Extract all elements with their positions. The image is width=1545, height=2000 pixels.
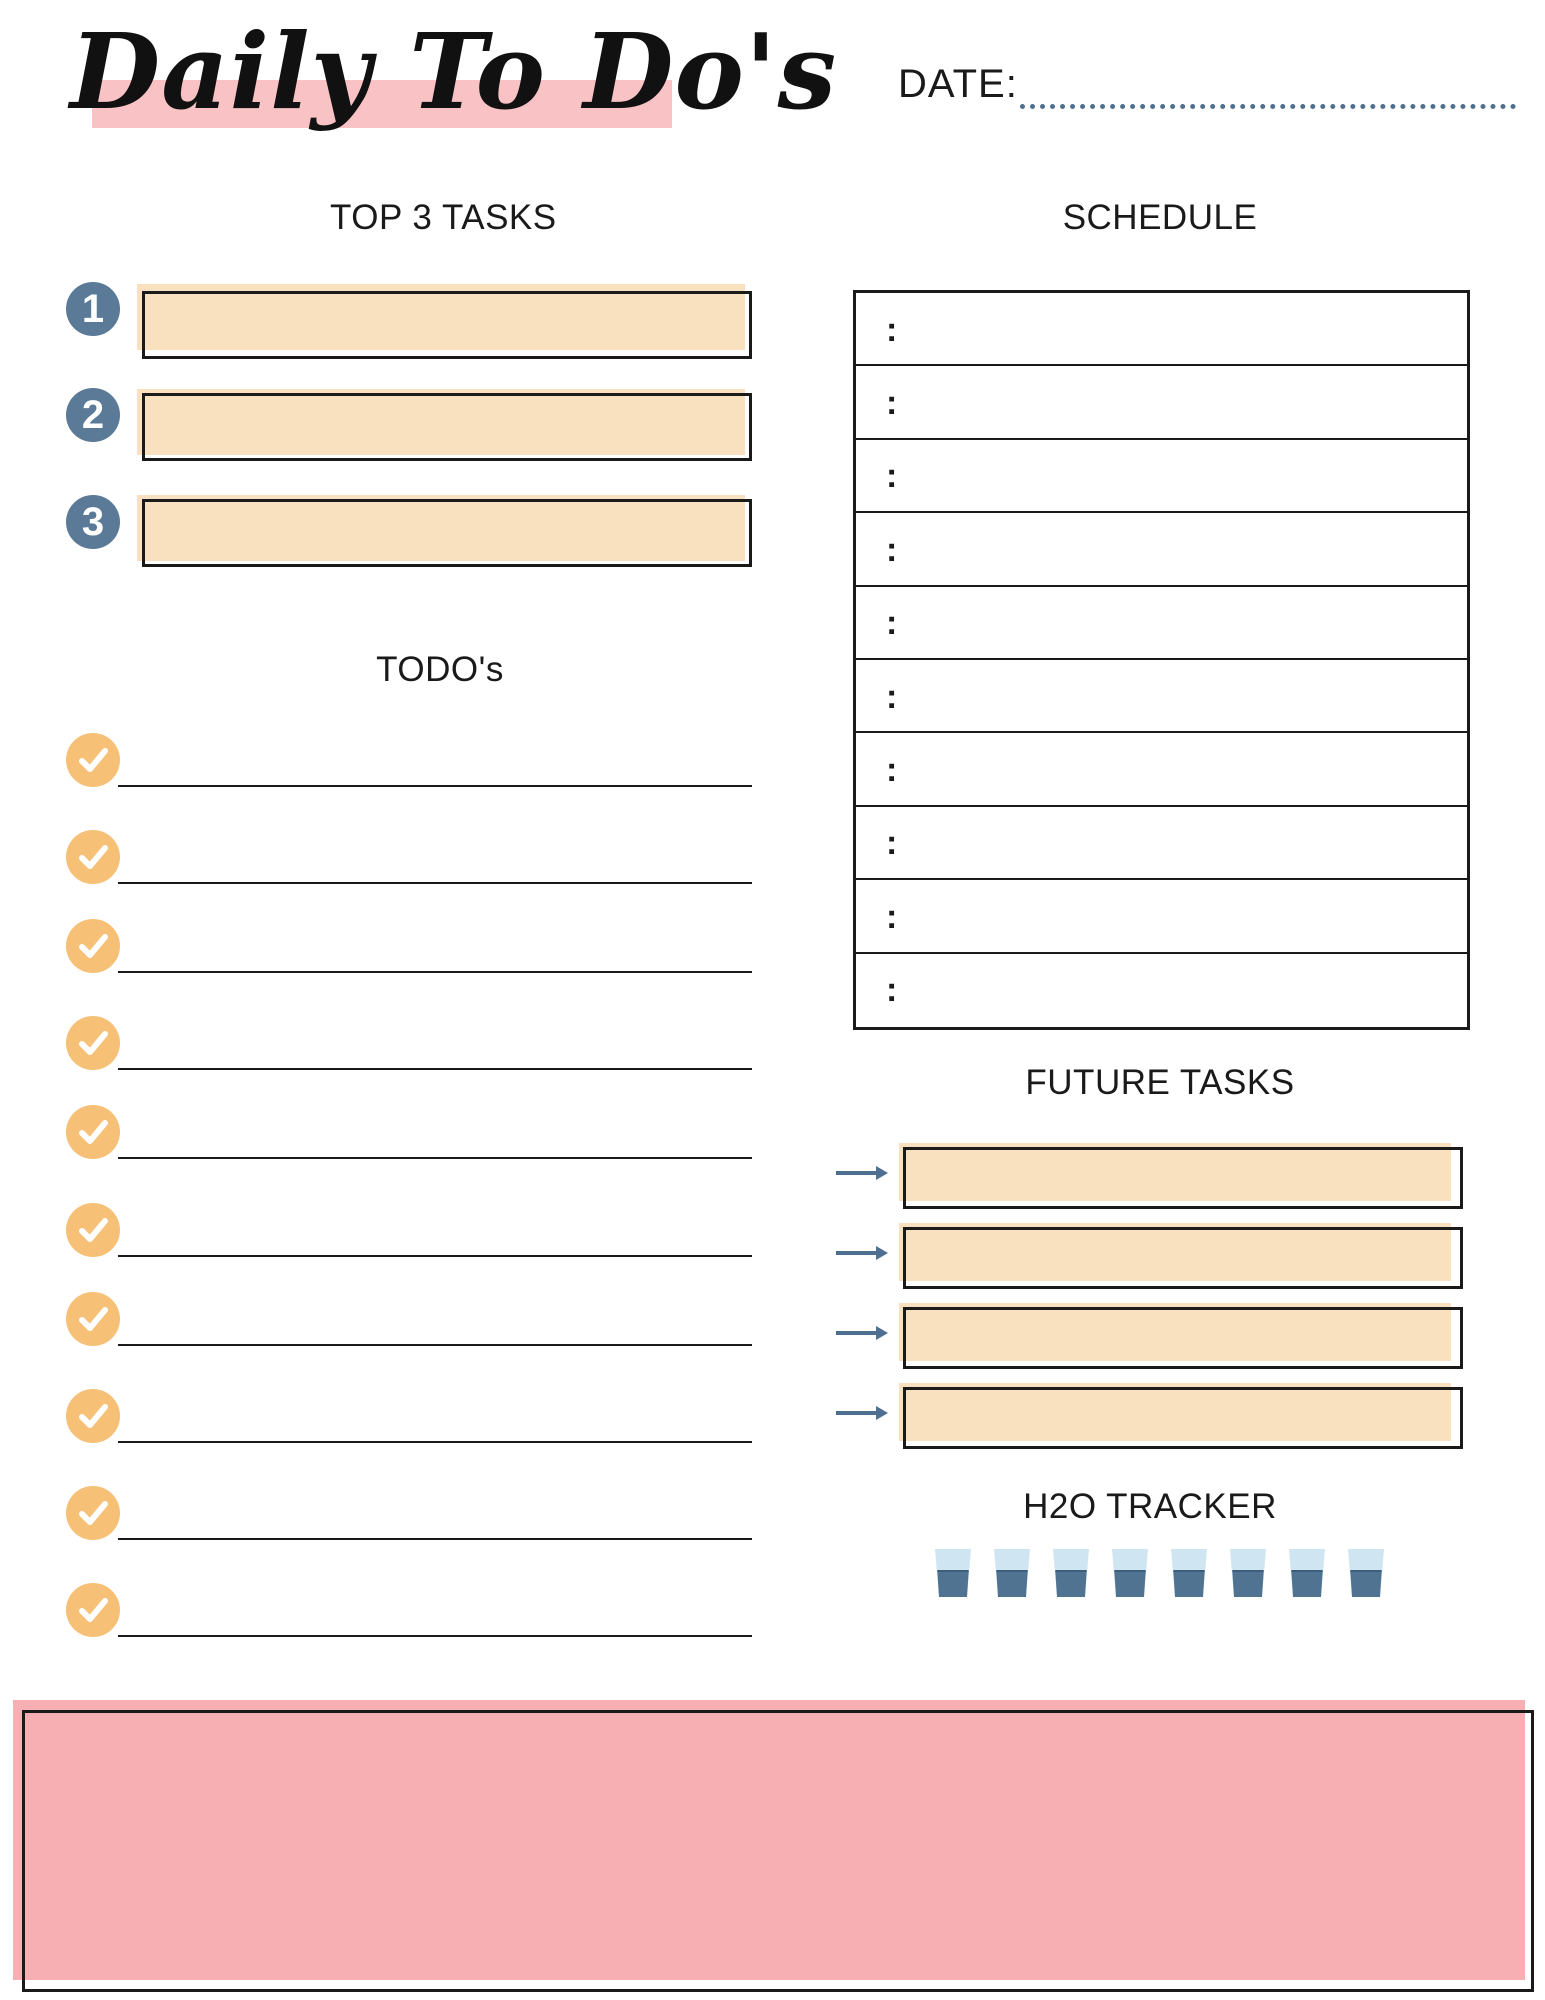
water-glass-icon[interactable] — [1288, 1547, 1326, 1599]
schedule-table — [853, 290, 1470, 1030]
arrow-right-icon — [834, 1323, 890, 1343]
todo-line[interactable] — [118, 1255, 752, 1257]
schedule-row[interactable] — [856, 513, 1467, 586]
future-task-field[interactable] — [903, 1387, 1463, 1449]
checkmark-icon[interactable] — [66, 1016, 120, 1070]
schedule-row[interactable] — [856, 807, 1467, 880]
water-glass-icon[interactable] — [1170, 1547, 1208, 1599]
checkmark-icon[interactable] — [66, 1486, 120, 1540]
schedule-heading: SCHEDULE — [1062, 198, 1258, 237]
schedule-row[interactable] — [856, 366, 1467, 439]
future-task-field[interactable] — [903, 1227, 1463, 1289]
water-glass-icon[interactable] — [1111, 1547, 1149, 1599]
notes-box[interactable] — [22, 1710, 1534, 1992]
future-tasks-heading: FUTURE TASKS — [1025, 1063, 1295, 1102]
top-tasks-heading: TOP 3 TASKS — [330, 198, 557, 237]
checkmark-icon[interactable] — [66, 1105, 120, 1159]
todos-heading: TODO's — [376, 650, 504, 689]
water-glass-icon[interactable] — [1052, 1547, 1090, 1599]
top-task-2-field[interactable] — [142, 393, 752, 461]
schedule-row[interactable] — [856, 660, 1467, 733]
water-glass-icon[interactable] — [1347, 1547, 1385, 1599]
schedule-row[interactable] — [856, 587, 1467, 660]
number-2-icon: 2 — [66, 388, 120, 442]
water-glass-icon[interactable] — [934, 1547, 972, 1599]
time-separator: : — [886, 824, 898, 863]
todo-line[interactable] — [118, 882, 752, 884]
time-separator: : — [886, 751, 898, 790]
todo-line[interactable] — [118, 1068, 752, 1070]
todo-line[interactable] — [118, 1344, 752, 1346]
top-task-1-field[interactable] — [142, 291, 752, 359]
todo-line[interactable] — [118, 1635, 752, 1637]
checkmark-icon[interactable] — [66, 1583, 120, 1637]
time-separator: : — [886, 310, 898, 349]
time-separator: : — [886, 604, 898, 643]
date-label: DATE: — [898, 62, 1018, 106]
future-task-field[interactable] — [903, 1147, 1463, 1209]
time-separator: : — [886, 530, 898, 569]
future-task-field[interactable] — [903, 1307, 1463, 1369]
todo-line[interactable] — [118, 1441, 752, 1443]
checkmark-icon[interactable] — [66, 1292, 120, 1346]
time-separator: : — [886, 897, 898, 936]
todo-line[interactable] — [118, 785, 752, 787]
time-separator: : — [886, 971, 898, 1010]
checkmark-icon[interactable] — [66, 1203, 120, 1257]
h2o-tracker-heading: H2O TRACKER — [1023, 1487, 1277, 1526]
arrow-right-icon — [834, 1163, 890, 1183]
todo-line[interactable] — [118, 1157, 752, 1159]
number-3-icon: 3 — [66, 495, 120, 549]
time-separator: : — [886, 677, 898, 716]
page-title: Daily To Do's — [70, 10, 838, 133]
date-field[interactable] — [1020, 104, 1516, 109]
schedule-row[interactable] — [856, 440, 1467, 513]
checkmark-icon[interactable] — [66, 919, 120, 973]
todo-line[interactable] — [118, 971, 752, 973]
schedule-row[interactable] — [856, 293, 1467, 366]
water-glass-icon[interactable] — [993, 1547, 1031, 1599]
checkmark-icon[interactable] — [66, 830, 120, 884]
water-glass-icon[interactable] — [1229, 1547, 1267, 1599]
time-separator: : — [886, 457, 898, 496]
todo-line[interactable] — [118, 1538, 752, 1540]
checkmark-icon[interactable] — [66, 1389, 120, 1443]
schedule-row[interactable] — [856, 733, 1467, 806]
arrow-right-icon — [834, 1403, 890, 1423]
number-1-icon: 1 — [66, 282, 120, 336]
checkmark-icon[interactable] — [66, 733, 120, 787]
top-task-3-field[interactable] — [142, 499, 752, 567]
schedule-row[interactable] — [856, 954, 1467, 1027]
arrow-right-icon — [834, 1243, 890, 1263]
schedule-row[interactable] — [856, 880, 1467, 953]
time-separator: : — [886, 384, 898, 423]
